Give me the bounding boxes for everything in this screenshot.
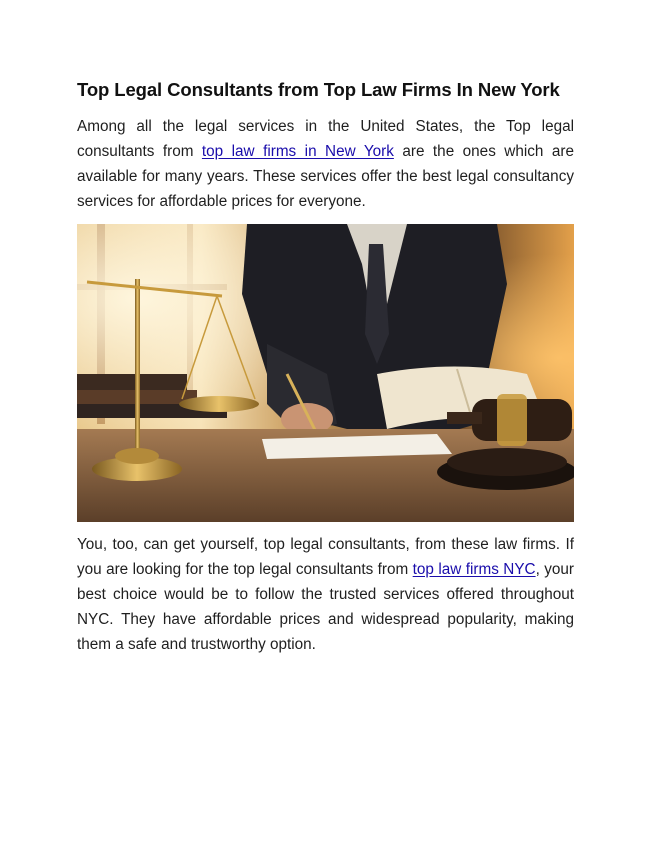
intro-paragraph (77, 115, 574, 215)
top-law-firms-nyc-link[interactable]: top law firms NYC (412, 560, 536, 578)
closing-text-before: You, too, can get yourself, top legal consultants, from these law firms. If you are looking for the top legal consultants from (77, 536, 574, 578)
legal-consultant-photo (77, 224, 574, 522)
top-law-firms-new-york-link[interactable]: top law firms in New York (201, 142, 394, 160)
article-title: Top Legal Consultants from Top Law Firms In New York (77, 79, 560, 100)
intro-text-before: Among all the legal services in the United States, the Top legal consultants from (77, 118, 574, 160)
closing-text-after: , your best choice would be to follow the trusted services offered throughout NYC. They have affordable prices and widespread popularity, making them a safe and trustworthy option. (77, 560, 575, 653)
closing-paragraph (77, 533, 574, 658)
intro-text-after: are the ones which are available for many years. These services offer the best legal consultancy services for affordable prices for everyone. (77, 142, 574, 210)
